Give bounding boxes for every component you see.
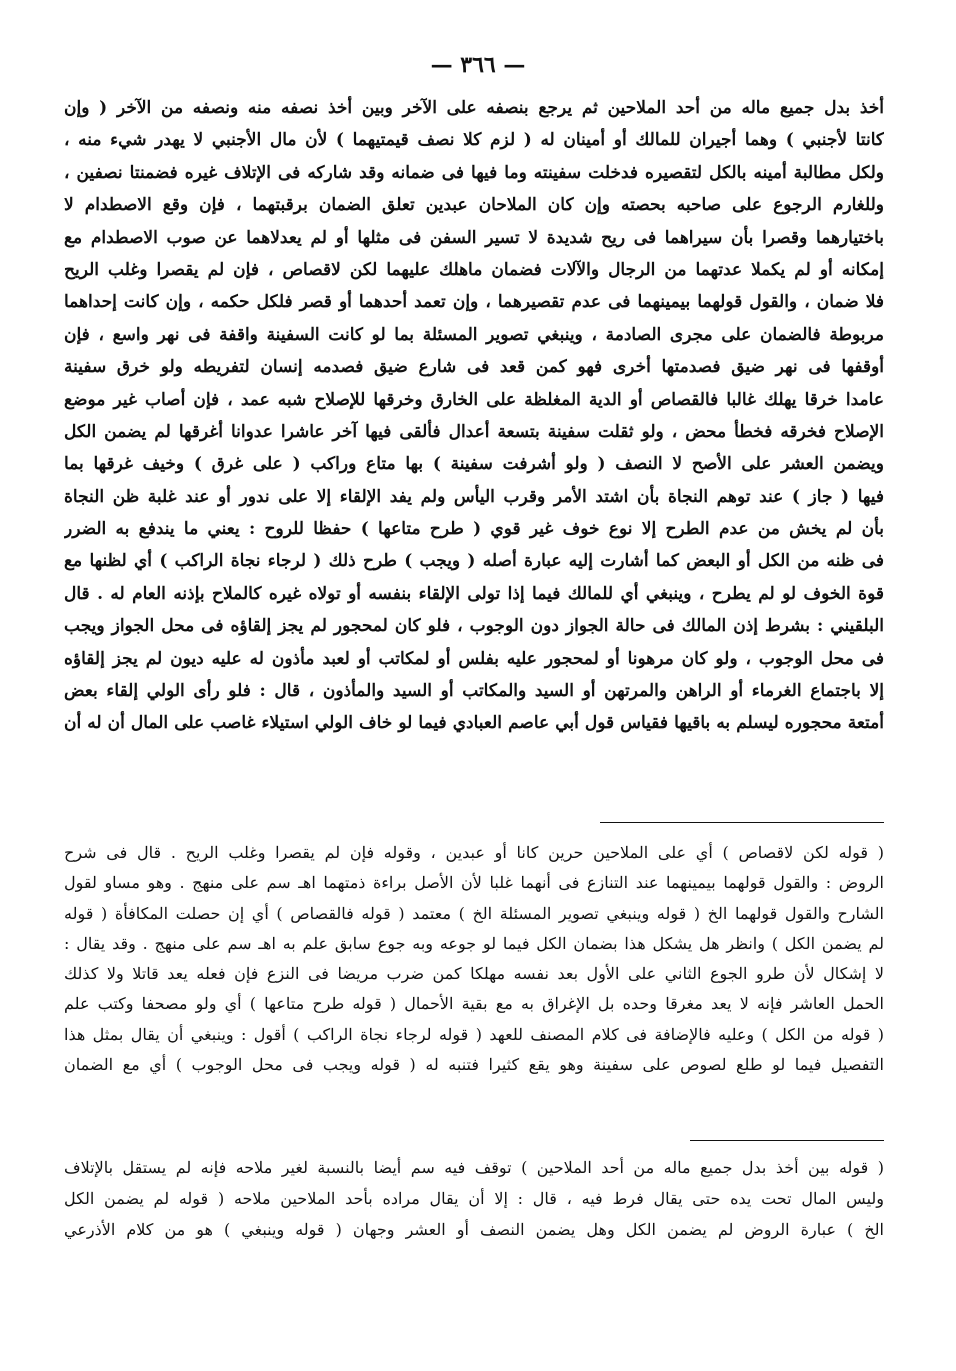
footnote-line: التفصيل فيما لو طلع لصوص على سفينة وهو يقع كثيرا فتنبه له ( قوله ويجب فى محل الوجوب ) أي مع الضمان <box>64 1055 884 1075</box>
footnote-line: الروض : والقول قولهما بيمينهما عند التنازع فى أنهما غلبا لأن الأصل براءة ذمتهما اهـ سم على منهج . وهو مساو لقول <box>64 873 884 893</box>
footnote-line: ( قوله لكن لاقصاص ) أي على الملاحين حرين كانا أو عبدين ، وقوله فإن لم يقصرا وغلب الريح . قال فى شرح <box>64 843 884 862</box>
main-text-line: ويضمن العشر على الأصح لا النصف ( ولو أشرفت سفينة ) بها متاع وراكب ( على غرق ) وخيف غرقها بما <box>64 454 884 475</box>
footnote-line: الحمل العاشر فإنه لا يعد مغرقا وحده بل الإغراق به مع بقية الأحمال ( قوله طرح متاعها ) أي ولو مصحفا وكتب علم <box>64 994 884 1014</box>
footnote-line: لا إشكال لأن طرو الجوع الثاني على الأول بعد نفسه مهلكا كمن ضرب مريضا فى النزع فإن فعله يعد قاتلا ولا كذلك <box>64 964 884 984</box>
footnote-line: لم يضمن الكل ) وانظر هل يشكل هذا بضمان الكل فيما لو جوعه وبه جوع سابق علم به اهـ سم على منهج . وقد يقال : <box>64 933 884 953</box>
main-text-line: إلا باجتماع الغرماء أو الراهن والمرتهن أو السيد والمكاتب أو السيد والمأذون ، قال : فلو رأى الولي إلقاء بعض <box>64 681 884 702</box>
main-text-line: فى ظنه من الكل أو البعض كما أشارت إليه عبارة أصله ( ويجب ) طرح ذلك ( لرجاء نجاة الراكب ) أي لظنها مع <box>64 551 884 572</box>
footnote-divider <box>600 822 884 823</box>
main-text-line: أوقفها فى نهر ضيق فصدمتها أخرى فهو كمن قعد فى شارع ضيق فصدمه إنسان لتفريطه ولو خرق سفينة <box>64 357 884 378</box>
main-text-line: ولكل مطالبة أمينه بالكل لتقصيره فدخلت سفينته وما فيها فى ضمانه وقد شاركه فى الإتلاف غيره فضمنتا نصفين ، <box>64 162 884 183</box>
footnote-line: ( قوله من الكل ) وعليه فالإضافة فى كلام المصنف للعهد ( قوله لرجاء نجاة الراكب ) أقول : وينبغي أن يقال بمثل هذا <box>64 1024 884 1044</box>
main-text-line: بأن لم يخش من عدم الطرح إلا نوع خوف غير قوي ( طرح متاعها ) حفظا للروح : يعني ما يندفع به الضرر <box>64 519 884 540</box>
footnotes-upper <box>64 838 884 1080</box>
main-text-line: الإصلاح فخرقه فخطأ محض ، ولو ثقلت سفينة بتسعة أعدال فألقى فيها آخر عاشرا عدوانا أغرقها لم يضمن الكل <box>64 421 884 442</box>
main-text-line: فلا ضمان ، والقول قولهما بيمينهما فى عدم تقصيرهما ، وإن تعمد أحدهما أو قصر فلكل حكمه ، وإن كانت إحداهما <box>64 292 884 313</box>
footnote-line: الشارح والقول قولهما الخ ( قوله وينبغي تصوير المسئلة الخ ) معتمد ( قوله فالقصاص ) أي إن حصلت المكافأة ( قوله <box>64 903 884 923</box>
footnote-line: الخ ) عبارة الروض لم يضمن الكل وهل يضمن النصف أو العشر وجهان ( قوله وينبغي ) هو من كلام الأذرعي <box>64 1220 884 1239</box>
footnotes-lower <box>64 1152 884 1245</box>
main-text-line: إمكانه أو لم يكملا عدتهما من الرجال والآلات فضمان ماهلك عليهما لكن لاقصاص ، فإن لم يقصرا وغلب الريح <box>64 259 884 280</box>
main-text-line: عامدا خرقا يهلك غالبا فالقصاص أو الدية المغلظة على الخارق وخرقها للإصلاح شبه عمد ، فإن أصاب غير موضع <box>64 389 884 410</box>
main-text-line: البلقيني : بشرط إذن المالك فى حالة الجواز دون الوجوب ، فلو كان لمحجور لم يجز إلقاؤه فى محل الجواز ويجب <box>64 616 884 637</box>
page-number: — ٣٦٦ — <box>430 52 526 78</box>
main-text-line: قوة الخوف لو لم يطرح ، وينبغي أي للمالك فيما إذا تولى الإلقاء بنفسه أو تولاه غيره كالملاح بإذنه العام له . قال <box>64 583 884 604</box>
footnote-line: ( قوله بين أخذ بدل جميع ماله من أحد الملاحين ) توقف فيه سم أيضا بالنسبة لغير ملاحه فإنه لم يستقل بالإتلاف <box>64 1158 884 1177</box>
main-text-line: مربوطة فالضمان على مجرى الصادمة ، وينبغي تصوير المسئلة بما لو كانت السفينة واقفة فى نهر واسع ، فإن <box>64 324 884 345</box>
footnote-line: وليس المال تحت يده حتى يقال فرط فيه ، قال : إلا أن يقال مراده بأحد الملاحين ملاحه ( قوله لم يضمن الكل <box>64 1189 884 1208</box>
main-text-line: فى محل الوجوب ، ولو كان مرهونا أو لمحجور عليه بفلس أو لمكاتب أو لعبد مأذون له عليه ديون لم يجز إلقاؤه <box>64 648 884 669</box>
main-text-line: فيها ( جاز ) عند توهم النجاة بأن اشتد الأمر وقرب اليأس ولم يفد الإلقاء إلا على ندور أو عند غلبة ظن النجاة <box>64 486 884 507</box>
main-text-line: وللغارم الرجوع على صاحبه بحصته وإن كان الملاحان عبدين تعلق الضمان برقبتهما ، فإن وقع الاصطدام لا <box>64 195 884 216</box>
main-text-line: أخذ بدل جميع ماله من أحد الملاحين ثم يرجع بنصفه على الآخر وبين أخذ نصفه منه ونصفه من الآخر ( وإن <box>64 98 884 118</box>
footnote-divider <box>690 1140 884 1141</box>
main-text <box>64 92 884 740</box>
main-text-line: أمتعة محجوره ليسلم به باقيها فقياس قول أبي عاصم العبادي فيما لو خاف الولي استيلاء غاصب على المال أن له أن <box>64 713 884 734</box>
main-text-line: كانتا لأجنبي ) وهما أجيران للمالك أو أمينان له ( لزم كلا نصف قيمتيهما ) لأن مال الأجنبي لا يهدر شيء منه ، <box>64 130 884 151</box>
main-text-line: باختيارهما وقصرا بأن سيراهما فى ريح شديدة لا تسير السفن فى مثلها أو لم يعدلاهما عن صوب الاصطدام مع <box>64 227 884 248</box>
